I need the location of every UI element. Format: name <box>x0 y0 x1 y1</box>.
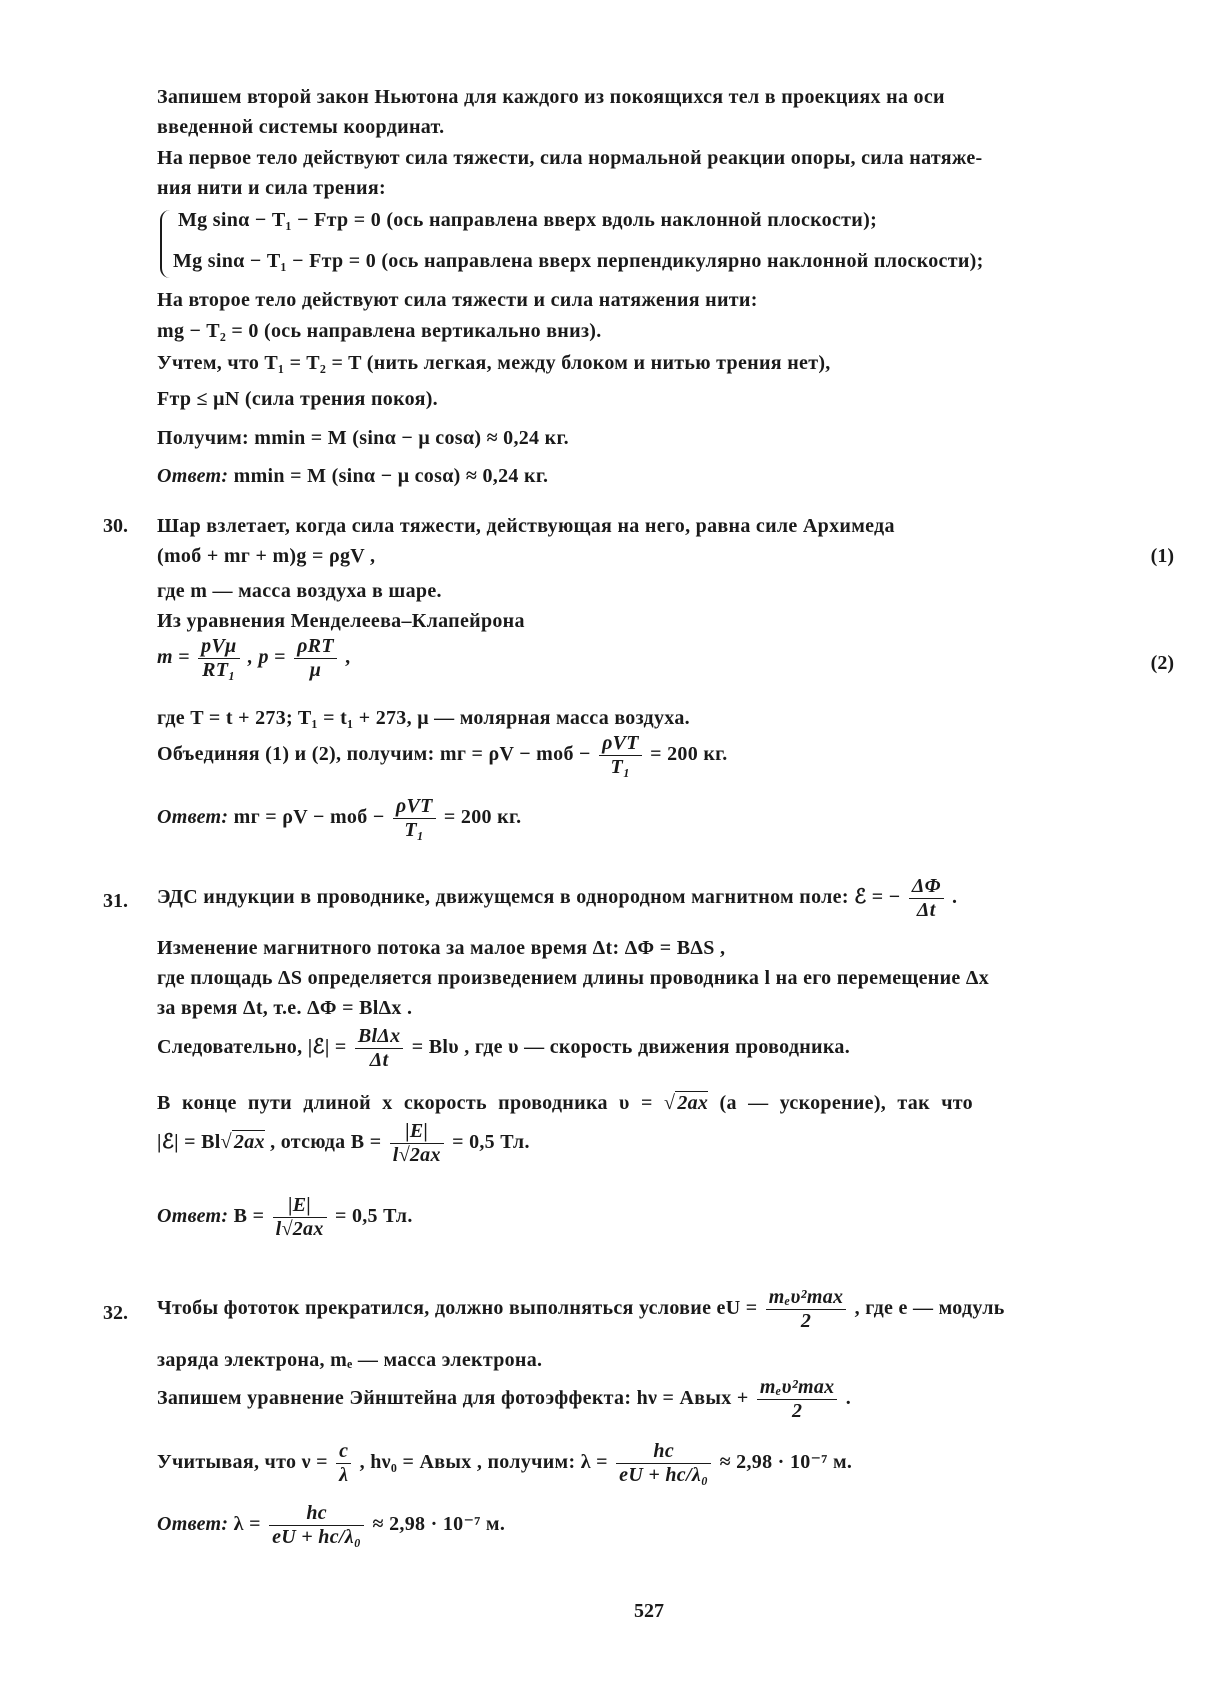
problem-number: 32. <box>103 1302 128 1324</box>
equation-part: = 200 кг. <box>650 743 728 766</box>
text-part: Учитывая, что ν = <box>157 1451 328 1474</box>
answer-label: Ответ: <box>157 465 229 487</box>
text-part: |ℰ| = Bl <box>157 1131 221 1154</box>
page-number: 527 <box>634 1600 664 1622</box>
text-line: Fтр ≤ μN (сила трения покоя). <box>157 388 438 410</box>
text-line: где T = t + 273; T₁ = t₁ + 273, μ — молярная масса воздуха. <box>157 707 690 729</box>
fraction: $\frac{c}{\lambda}$ <box>336 1440 351 1487</box>
fraction: $\frac{\text{ρVT}}{\text{T₁}}$ <box>599 732 642 779</box>
text-part: = 0,5 Тл. <box>452 1131 530 1154</box>
text-line: Получим: mmin = M (sinα − μ cosα) ≈ 0,24 кг. <box>157 427 569 449</box>
equation-line: |ℰ| = Bl√ 2ax , отсюда B = $\frac{|E|}{l√2ax}$ = 0,5 Тл. <box>157 1120 530 1166</box>
text-line: Из уравнения Менделеева–Клапейрона <box>157 610 525 632</box>
answer-label: Ответ: <box>157 806 229 829</box>
text-line: Шар взлетает, когда сила тяжести, действующая на него, равна силе Архимеда <box>157 515 895 537</box>
text-part: (a — ускорение), так что <box>719 1092 973 1114</box>
answer-text: ≈ 2,98 · 10⁻⁷ м. <box>372 1513 506 1536</box>
text-line: введенной системы координат. <box>157 116 445 138</box>
text-part: Следовательно, |ℰ| = <box>157 1036 347 1059</box>
answer-text: mг = ρV − mоб − <box>233 806 385 829</box>
fraction: $\frac{|E|}{l√2ax}$ <box>390 1120 444 1167</box>
text-line: Учтем, что T₁ = T₂ = T (нить легкая, между блоком и нитью трения нет), <box>157 352 831 374</box>
text-line: Запишем второй закон Ньютона для каждого из покоящихся тел в проекциях на оси <box>157 86 945 108</box>
equation-line <box>157 1025 1204 1072</box>
equation-part: Объединяя (1) и (2), получим: mг = ρV − mоб − <box>157 743 591 766</box>
answer-label: Ответ: <box>157 1513 229 1536</box>
answer-text: B = <box>233 1205 265 1228</box>
text-part: , где e — модуль <box>854 1297 1005 1320</box>
text-line: mg − T₂ = 0 (ось направлена вертикально вниз). <box>157 320 602 342</box>
fraction: $\frac{hc}{\text{eU + hc/λ₀}}$ <box>616 1440 711 1487</box>
equation-line <box>157 1286 1204 1333</box>
sqrt-radicand: 2ax <box>233 1131 265 1154</box>
text-part: , hν₀ = Aвых , получим: λ = <box>359 1451 608 1474</box>
equation-line <box>157 1376 1204 1423</box>
text-line: где m — масса воздуха в шаре. <box>157 580 442 602</box>
text-line: за время Δt, т.е. ΔΦ = BlΔx . <box>157 997 413 1019</box>
fraction: $\frac{\text{ρVT}}{\text{T₁}}$ <box>393 795 436 842</box>
fraction: $\frac{hc}{\text{eU + hc/λ₀}}$ <box>269 1502 364 1549</box>
answer-text: = 0,5 Тл. <box>334 1205 413 1228</box>
answer-line <box>157 1194 1204 1241</box>
answer-line <box>157 795 1204 842</box>
text-line: Изменение магнитного потока за малое время Δt: ΔΦ = BΔS , <box>157 937 726 959</box>
answer-label: Ответ: <box>157 1205 229 1228</box>
fraction: $\frac{\text{mₑυ²max}}{2}$ <box>766 1286 847 1333</box>
text-part: . <box>845 1387 852 1410</box>
equation-system-line: Mg sinα − T₁ − Fтр = 0 (ось направлена вверх вдоль наклонной плоскости); <box>178 209 878 231</box>
equation-line <box>157 875 1204 922</box>
equation-line <box>157 1440 1204 1487</box>
fraction: $\frac{\text{BlΔx}}{\Delta t}$ <box>355 1025 404 1072</box>
text-part: Запишем уравнение Эйнштейна для фотоэффекта: hν = Aвых + <box>157 1387 749 1410</box>
problem-number: 31. <box>103 890 128 912</box>
system-brace <box>160 210 172 278</box>
text-part: = Blυ , где υ — скорость движения проводника. <box>411 1036 850 1059</box>
fraction: $\frac{\text{pVμ}}{\text{RT₁}}$ <box>198 635 239 682</box>
answer-line <box>157 1502 1204 1549</box>
text-part: . <box>952 886 958 909</box>
text-line: На первое тело действуют сила тяжести, сила нормальной реакции опоры, сила натяже- <box>157 147 983 169</box>
fraction: $\frac{\text{ρRT}}{\mu}$ <box>294 635 337 682</box>
equation-part: m = <box>157 646 190 669</box>
text-part: Чтобы фототок прекратился, должно выполняться условие eU = <box>157 1297 758 1320</box>
text-part: ≈ 2,98 · 10⁻⁷ м. <box>719 1451 853 1474</box>
text-line: На второе тело действуют сила тяжести и сила натяжения нити: <box>157 289 758 311</box>
answer-text: = 200 кг. <box>443 806 522 829</box>
equation-number: (2) <box>1150 652 1174 674</box>
answer-line <box>157 463 1204 489</box>
equation-system-line: Mg sinα − T₁ − Fтр = 0 (ось направлена вверх перпендикулярно наклонной плоскости); <box>173 250 984 272</box>
fraction: $\frac{\text{mₑυ²max}}{2}$ <box>757 1376 838 1423</box>
fraction: $\frac{\Delta\Phi}{\Delta t}$ <box>909 875 944 922</box>
text-line: где площадь ΔS определяется произведением длины проводника l на его перемещение Δx <box>157 967 990 989</box>
text-part: ЭДС индукции в проводнике, движущемся в однородном магнитном поле: ℰ = − <box>157 886 901 909</box>
sqrt-radicand: 2ax <box>677 1092 709 1114</box>
equation-line: (mоб + mг + m)g = ρgV , <box>157 545 376 567</box>
equation-line <box>157 732 1204 779</box>
problem-number: 30. <box>103 515 128 537</box>
fraction: $\frac{|E|}{l√2ax}$ <box>273 1194 327 1241</box>
answer-text: λ = <box>233 1513 261 1536</box>
text-line: ния нити и сила трения: <box>157 177 386 199</box>
text-part: , отсюда B = <box>270 1131 382 1154</box>
equation-number: (1) <box>1150 545 1174 567</box>
equation-line <box>157 635 1204 682</box>
equation-part: , <box>345 646 351 669</box>
text-part: В конце пути длиной x скорость проводника υ = <box>157 1092 653 1114</box>
text-line: В конце пути длиной x скорость проводника υ = √ 2ax (a — ускорение), так что <box>157 1092 973 1114</box>
answer-text: mmin = M (sinα − μ cosα) ≈ 0,24 кг. <box>233 465 549 487</box>
text-line: заряда электрона, mₑ — масса электрона. <box>157 1349 543 1371</box>
equation-part: , p = <box>247 646 286 669</box>
